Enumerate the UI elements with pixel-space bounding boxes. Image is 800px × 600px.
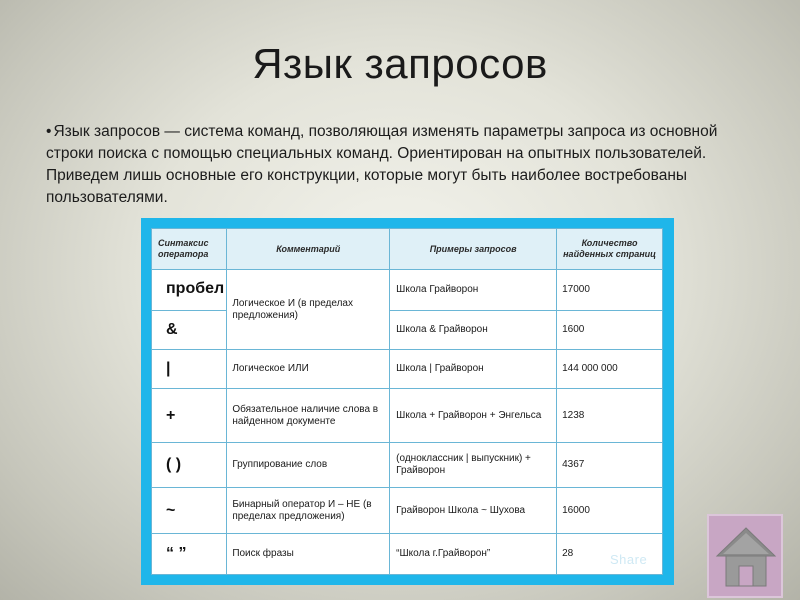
example-cell: “Школа г.Грайворон” [390,533,557,574]
table-row [152,533,663,574]
comment-cell: Группирование слов [227,443,390,488]
count-cell: 1600 [557,311,663,350]
example-cell: Школа & Грайворон [390,311,557,350]
operator-cell: “ ” [152,533,227,574]
example-cell: Школа Грайворон [390,270,557,311]
comment-cell: Логическое И (в пределах предложения) [227,270,390,350]
operator-cell: | [152,350,227,389]
comment-cell: Логическое ИЛИ [227,350,390,389]
operator-cell: & [152,311,227,350]
operator-cell: пробел [152,270,227,311]
count-cell: 17000 [557,270,663,311]
count-cell: 1238 [557,389,663,443]
example-cell: Школа | Грайворон [390,350,557,389]
header-comment: Комментарий [227,229,390,270]
count-cell: 144 000 000 [557,350,663,389]
operator-cell: ~ [152,488,227,533]
example-cell: Школа + Грайворон + Энгельса [390,389,557,443]
bullet-text: Язык запросов — система команд, позволяющая изменять параметры запроса из основной строки поиска с помощью специальных команд. Ориентирован на опытных пользователей. Приведем лишь основные его конструкции, которые могут быть наиболее востребованы пользователями. [46,123,718,206]
watermark-text: Share [610,552,648,567]
home-icon [715,524,777,595]
header-operator: Синтаксис оператора [152,229,227,270]
table-row [152,270,663,311]
operators-table [151,228,663,575]
bullet-paragraph [46,121,766,209]
table-row [152,350,663,389]
table-header-row [152,229,663,270]
slide-title: Язык запросов [252,40,548,87]
count-cell: 28 [557,533,663,574]
comment-cell: Бинарный оператор И – НЕ (в пределах предложения) [227,488,390,533]
operator-cell: + [152,389,227,443]
example-cell: (одноклассник | выпускник) + Грайворон [390,443,557,488]
home-button[interactable] [707,514,783,598]
bullet-marker: • [46,123,52,140]
table-row [152,443,663,488]
example-cell: Грайворон Школа ~ Шухова [390,488,557,533]
comment-cell: Поиск фразы [227,533,390,574]
count-cell: 4367 [557,443,663,488]
count-cell: 16000 [557,488,663,533]
table-row [152,389,663,443]
header-examples: Примеры запросов [390,229,557,270]
table-row [152,488,663,533]
operator-cell: ( ) [152,443,227,488]
operators-table-frame [141,218,674,585]
header-count: Количество найденных страниц [557,229,663,270]
comment-cell: Обязательное наличие слова в найденном документе [227,389,390,443]
